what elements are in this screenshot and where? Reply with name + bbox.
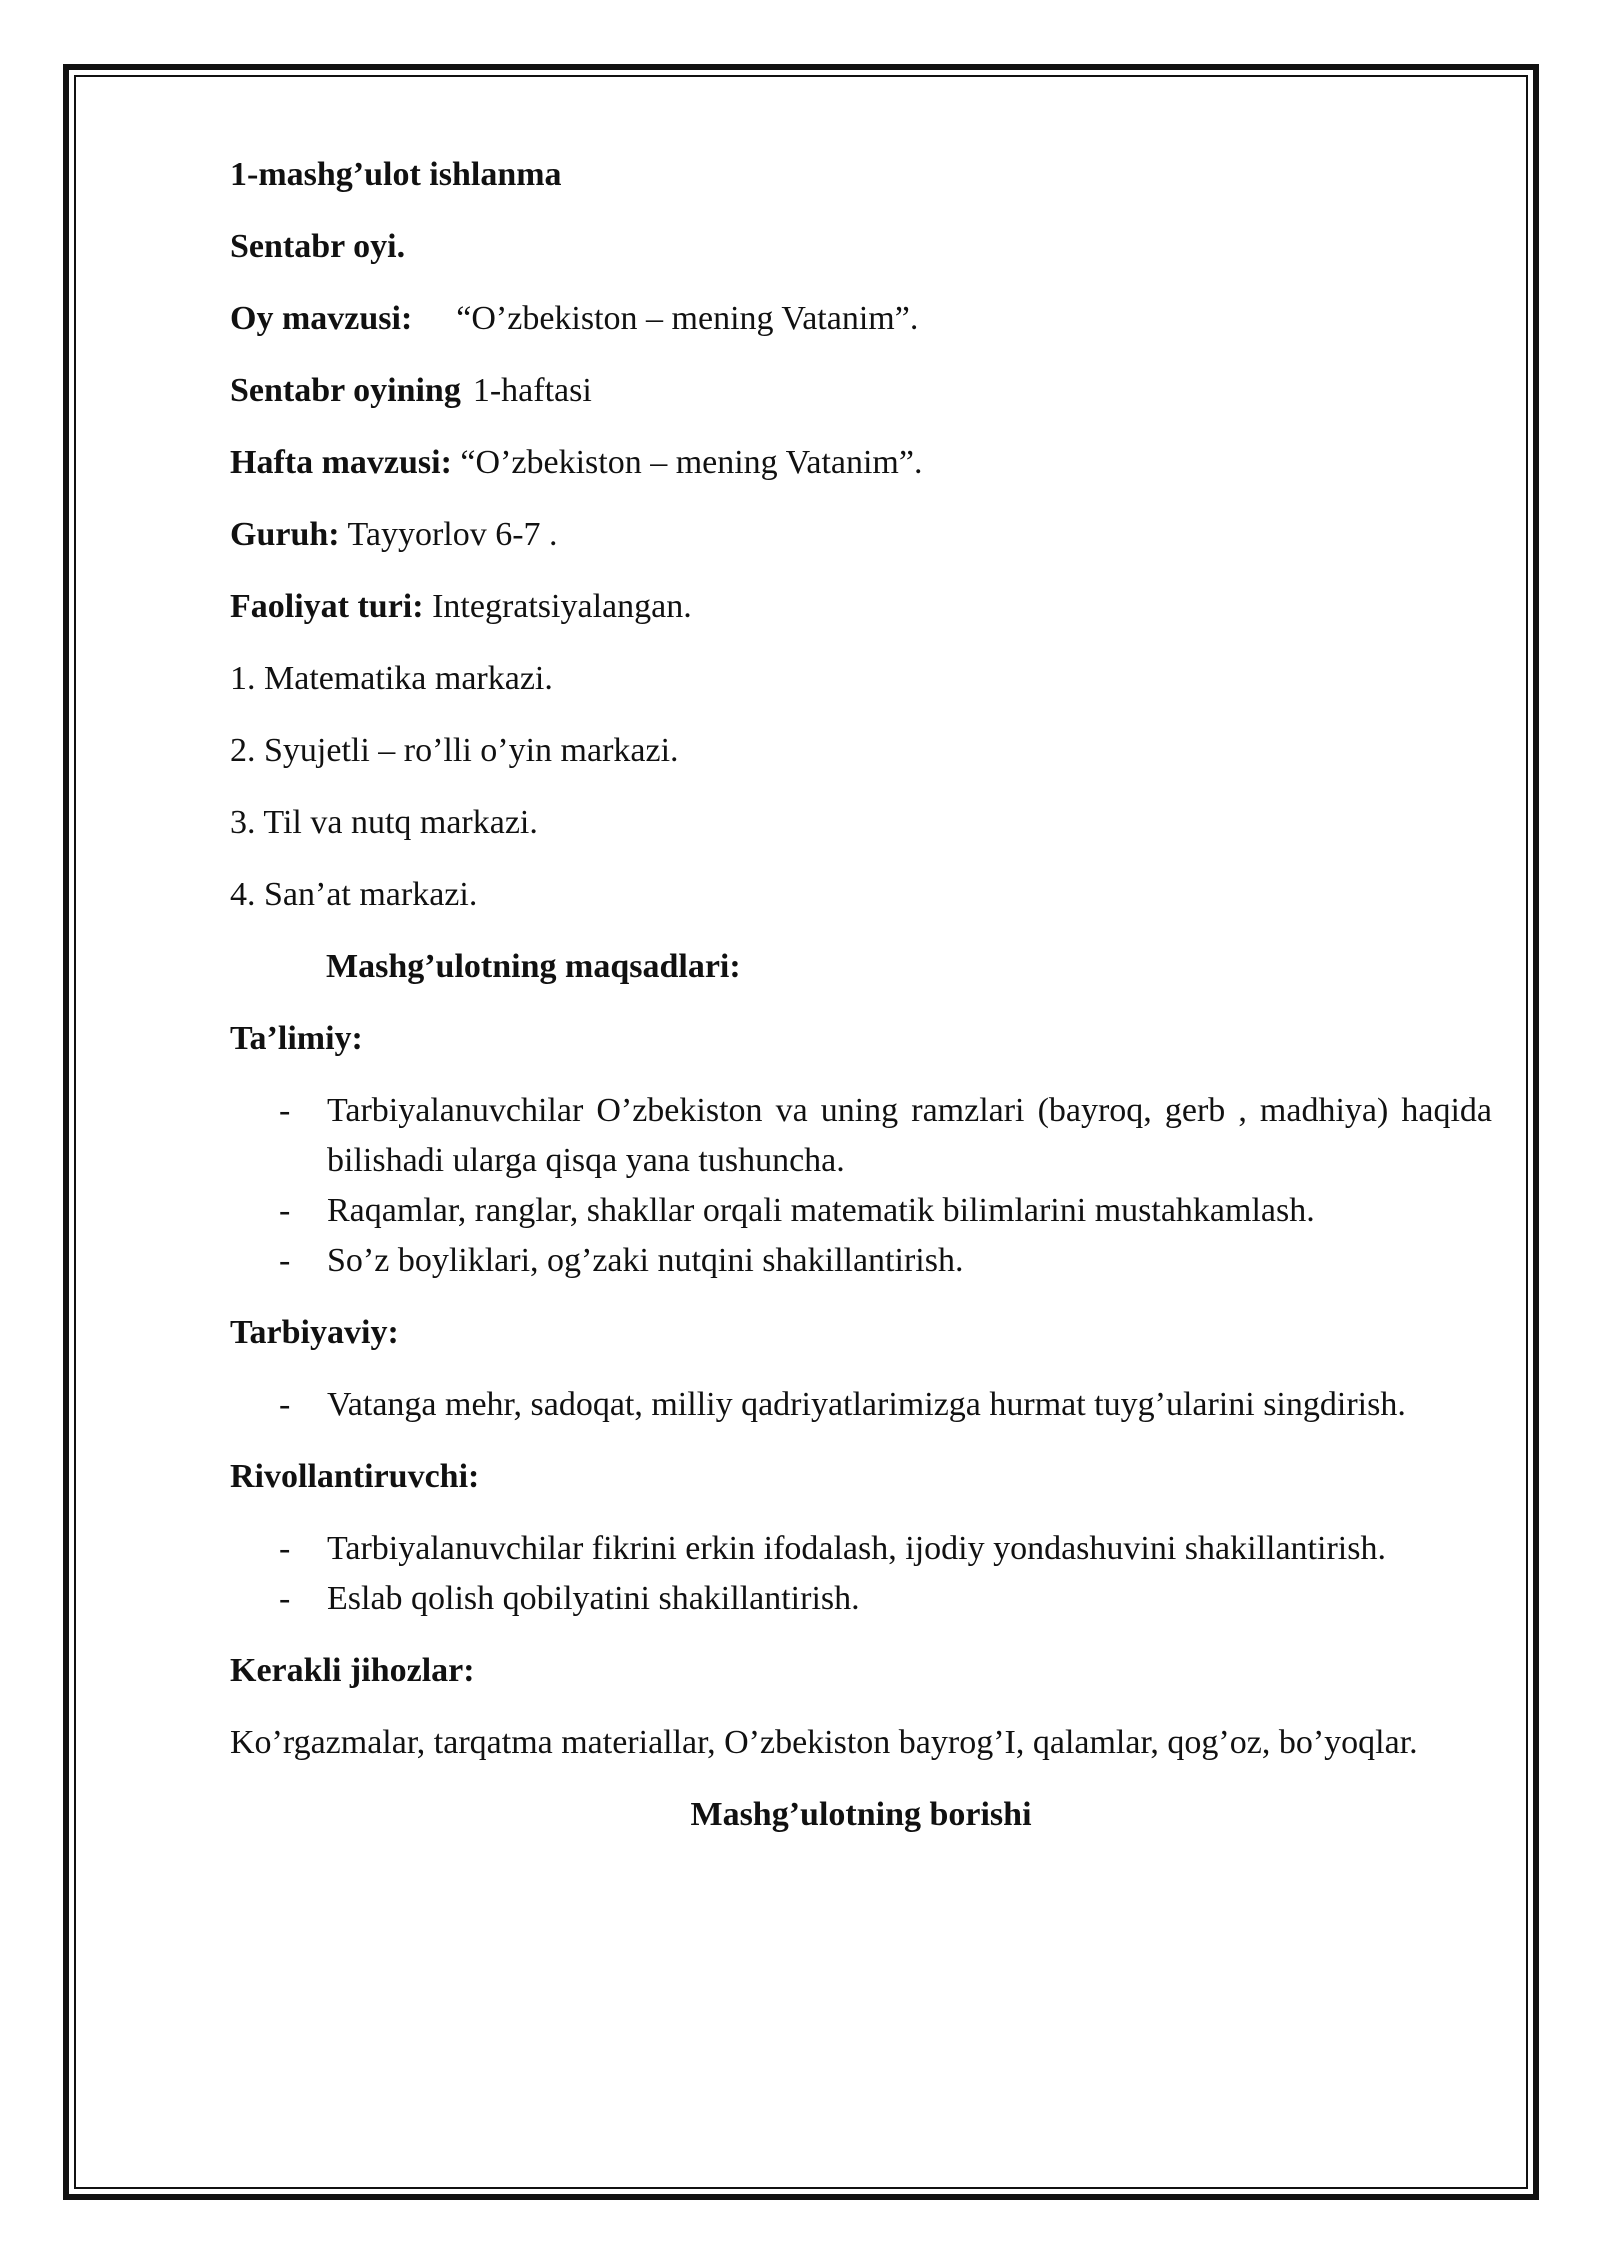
developing-list bbox=[230, 1524, 1492, 1624]
list-item-text: Vatanga mehr, sadoqat, milliy qadriyatlarimizga hurmat tuyg’ularini singdirish. bbox=[327, 1386, 1406, 1423]
list-dash: - bbox=[279, 1530, 291, 1567]
month-line: Sentabr oyi. bbox=[230, 228, 406, 265]
educational-heading: Ta’limiy: bbox=[230, 1020, 363, 1057]
list-item-text: So’z boyliklari, og’zaki nutqini shakillantirish. bbox=[327, 1242, 964, 1279]
week-value: 1-haftasi bbox=[472, 372, 592, 409]
list-item-text: Eslab qolish qobilyatini shakillantirish. bbox=[327, 1580, 860, 1617]
developing-heading: Rivollantiruvchi: bbox=[230, 1458, 480, 1495]
activity-value: Integratsiyalangan. bbox=[432, 588, 692, 625]
list-item bbox=[230, 1524, 1492, 1574]
list-item bbox=[230, 1186, 1492, 1236]
document-body bbox=[230, 150, 1492, 1862]
center-item: 1. Matematika markazi. bbox=[230, 660, 553, 697]
list-dash: - bbox=[279, 1242, 291, 1279]
group-label: Guruh: bbox=[230, 516, 340, 553]
list-item bbox=[230, 1380, 1492, 1430]
week-theme-value: “O’zbekiston – mening Vatanim”. bbox=[460, 444, 923, 481]
month-theme-value: “O’zbekiston – mening Vatanim”. bbox=[456, 300, 919, 337]
activity-label: Faoliyat turi: bbox=[230, 588, 424, 625]
goals-heading: Mashg’ulotning maqsadlari: bbox=[326, 948, 741, 985]
list-item-text: Raqamlar, ranglar, shakllar orqali matematik bilimlarini mustahkamlash. bbox=[327, 1192, 1315, 1229]
list-dash: - bbox=[279, 1092, 291, 1129]
week-theme-line bbox=[230, 438, 1492, 488]
list-item bbox=[230, 1086, 1492, 1186]
week-theme-label: Hafta mavzusi: bbox=[230, 444, 452, 481]
course-heading: Mashg’ulotning borishi bbox=[690, 1796, 1032, 1833]
activity-line bbox=[230, 582, 1492, 632]
week-label: Sentabr oyining bbox=[230, 372, 461, 409]
educational-list bbox=[230, 1086, 1492, 1286]
week-line bbox=[230, 366, 1492, 416]
month-theme-label: Oy mavzusi: bbox=[230, 300, 413, 337]
upbringing-list bbox=[230, 1380, 1492, 1430]
list-item bbox=[230, 1574, 1492, 1624]
list-dash: - bbox=[279, 1386, 291, 1423]
group-value: Tayyorlov 6-7 . bbox=[347, 516, 558, 553]
equipment-heading: Kerakli jihozlar: bbox=[230, 1652, 475, 1689]
upbringing-heading: Tarbiyaviy: bbox=[230, 1314, 399, 1351]
center-item: 4. San’at markazi. bbox=[230, 876, 478, 913]
center-item: 3. Til va nutq markazi. bbox=[230, 804, 538, 841]
list-item-text: Tarbiyalanuvchilar O’zbekiston va uning ramzlari (bayroq, gerb , madhiya) haqida bilishadi ularga qisqa yana tushuncha. bbox=[327, 1092, 1492, 1179]
group-line bbox=[230, 510, 1492, 560]
equipment-text: Ko’rgazmalar, tarqatma materiallar, O’zbekiston bayrog’I, qalamlar, qog’oz, bo’yoqlar. bbox=[230, 1724, 1418, 1761]
month-theme-line bbox=[230, 294, 1492, 344]
list-dash: - bbox=[279, 1580, 291, 1617]
list-dash: - bbox=[279, 1192, 291, 1229]
list-item bbox=[230, 1236, 1492, 1286]
center-item: 2. Syujetli – ro’lli o’yin markazi. bbox=[230, 732, 679, 769]
document-title: 1-mashg’ulot ishlanma bbox=[230, 156, 562, 193]
list-item-text: Tarbiyalanuvchilar fikrini erkin ifodalash, ijodiy yondashuvini shakillantirish. bbox=[327, 1530, 1386, 1567]
